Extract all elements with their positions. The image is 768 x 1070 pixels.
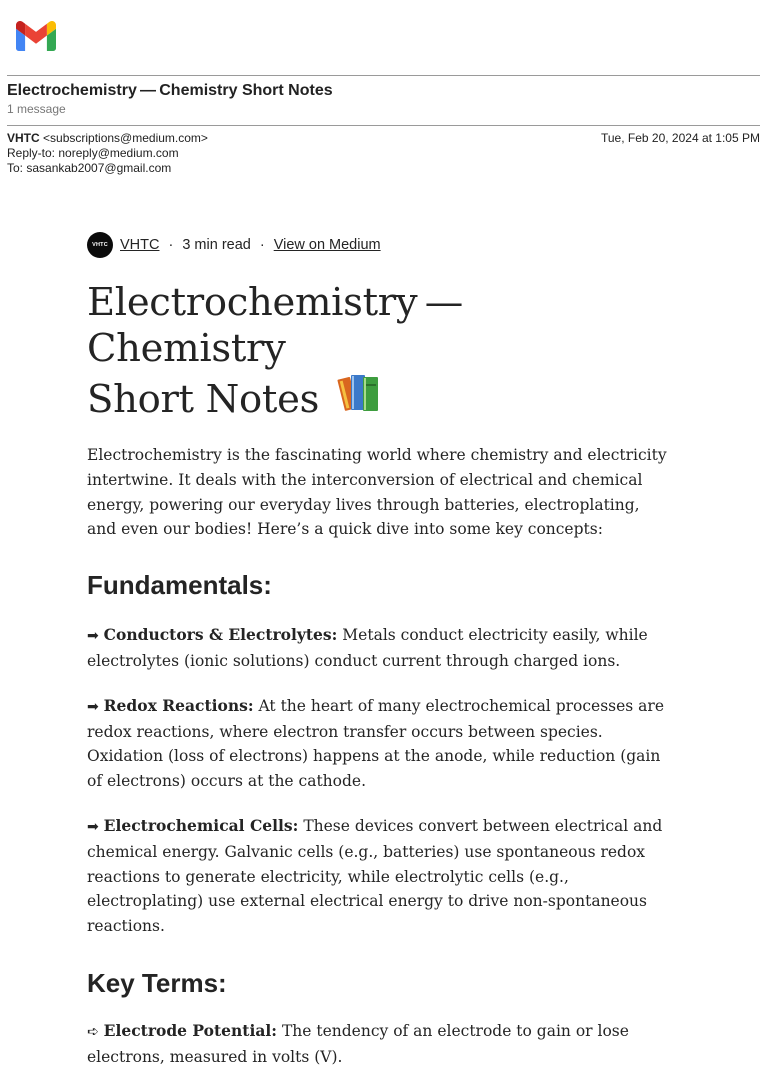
item-text: The tendency of an electrode to gain or lose electrons, measured in volts (V). [87,1021,629,1066]
separator-dot: · [259,237,265,253]
section-heading-key-terms: Key Terms: [87,967,227,998]
item-term: Electrode Potential: [103,1020,278,1040]
intro-paragraph: Electrochemistry is the fascinating world where chemistry and electricity intertwine. It deals with the interconversion of electrical and chemical energy, powering our everyday lives through batteries, electroplating, and even our bodies! Here’s a quick dive into some key concepts: [87,446,667,539]
separator-dot: · [168,237,174,253]
read-time: 3 min read [182,237,251,253]
books-icon [337,372,381,416]
sender-line [7,131,208,146]
author-link[interactable]: VHTC [120,237,160,253]
view-on-medium-link[interactable]: View on Medium [273,237,381,253]
email-date: Tue, Feb 20, 2024 at 1:05 PM [601,131,760,145]
list-item [87,814,667,939]
outlined-arrow-icon: ➪ [87,1023,99,1040]
item-text: At the heart of many electrochemical processes are redox reactions, where electron transfer occurs between species. Oxidation (loss of electrons) happens at the anode, while reduction (gain of electrons) occurs at the cathode. [87,696,664,791]
item-term: Electrochemical Cells: [103,815,299,835]
item-term: Redox Reactions: [103,695,254,715]
right-arrow-icon: ➡ [87,818,99,835]
list-item [87,694,667,794]
list-item [87,623,667,674]
email-subject: Electrochemistry — Chemistry Short Notes [7,82,333,99]
sender-name: VHTC [7,131,40,145]
header-divider [7,75,760,76]
item-text: Metals conduct electricity easily, while electrolytes (ionic solutions) conduct current through charged ions. [87,626,648,670]
recipient-line: To: sasankab2007@gmail.com [7,161,172,175]
article-title [87,280,667,423]
section-heading-fundamentals: Fundamentals: [87,570,272,601]
author-avatar[interactable]: VHTC [87,232,113,258]
article-title-line1: Electrochemistry — Chemistry [87,280,471,371]
item-text: These devices convert between electrical and chemical energy. Galvanic cells (e.g., batteries) use spontaneous redox reactions to generate electricity, while electrolytic cells (e.g., electroplating) use external electrical energy to drive non-spontaneous reactions. [87,816,663,936]
article-byline [87,231,381,259]
article-title-line2: Short Notes [87,377,320,422]
article-body [87,280,667,1070]
list-item [87,1019,667,1070]
reply-to-line: Reply-to: noreply@medium.com [7,146,179,160]
message-count: 1 message [7,102,66,116]
right-arrow-icon: ➡ [87,628,99,645]
gmail-logo-icon [16,21,56,51]
item-term: Conductors & Electrolytes: [103,625,338,645]
right-arrow-icon: ➡ [87,698,99,715]
subject-divider [7,125,760,126]
sender-address: <subscriptions@medium.com> [43,131,208,145]
